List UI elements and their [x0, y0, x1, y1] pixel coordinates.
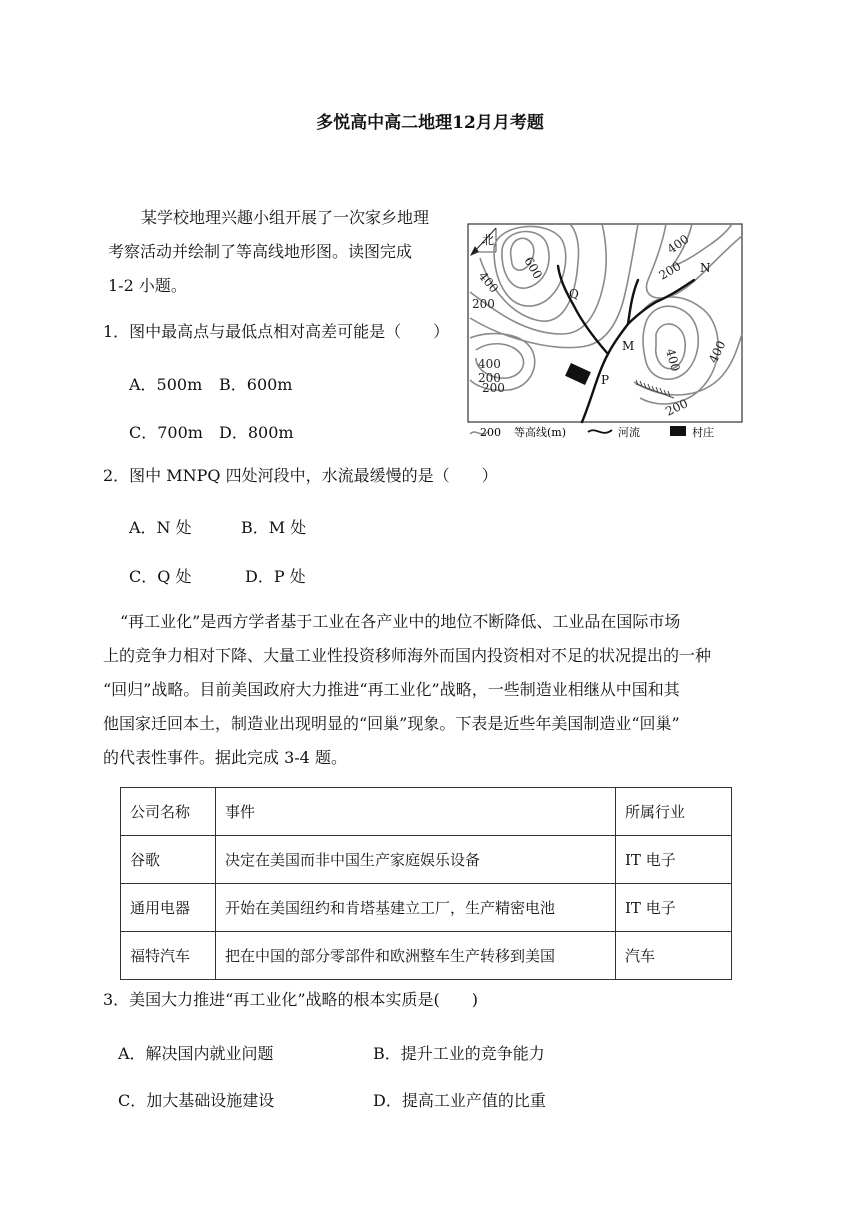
- q2-option-b: B．M 处: [241, 518, 307, 537]
- legend-river-label: 河流: [618, 426, 640, 439]
- intro1-line-1: 某学校地理兴趣小组开展了一次家乡地理: [141, 208, 430, 227]
- page-title: 多悦高中高二地理12月月考题: [316, 113, 544, 133]
- intro2-line-5: 的代表性事件。据此完成 3-4 题。: [103, 748, 347, 767]
- legend-contour-value: 200: [480, 426, 501, 439]
- intro2-line-2: 上的竞争力相对下降、大量工业性投资移师海外而国内投资相对不足的状况提出的一种: [103, 646, 712, 665]
- q1-option-a: A．500m: [129, 375, 203, 394]
- q1-stem: 1．图中最高点与最低点相对高差可能是（ ）: [103, 322, 450, 341]
- point-label-m: M: [622, 339, 635, 353]
- point-label-p: P: [601, 373, 610, 387]
- legend-river-icon: [588, 430, 612, 433]
- q2-stem: 2．图中 MNPQ 四处河段中，水流最缓慢的是（ ）: [103, 466, 498, 485]
- q2-option-a: A．N 处: [129, 518, 192, 537]
- q3-option-b: B．提升工业的竞争能力: [373, 1044, 545, 1063]
- table-cell: 把在中国的部分零部件和欧洲整车生产转移到美国: [216, 932, 616, 980]
- contour-label: 600: [521, 254, 545, 282]
- table-header-cell: 所属行业: [616, 788, 732, 836]
- table-cell: 汽车: [616, 932, 732, 980]
- contour-label: 200: [478, 371, 501, 385]
- table-row: [121, 932, 732, 980]
- legend-contour-label: 等高线(m): [514, 426, 567, 439]
- contour-label: 400: [663, 347, 683, 373]
- table-cell: 谷歌: [121, 836, 216, 884]
- table-cell: IT 电子: [616, 836, 732, 884]
- map-legend: [470, 425, 714, 439]
- intro2-line-4: 他国家迁回本土，制造业出现明显的“回巢”现象。下表是近些年美国制造业“回巢”: [103, 714, 680, 733]
- q2-option-d: D．P 处: [245, 567, 306, 586]
- contour-label: 200: [472, 297, 495, 311]
- q1-option-c: C．700m: [129, 423, 203, 442]
- contour-label: 400: [475, 268, 502, 296]
- table-row: [121, 884, 732, 932]
- table-row: [121, 836, 732, 884]
- table-header-cell: 事件: [216, 788, 616, 836]
- north-label: 北: [482, 233, 495, 247]
- contour-label: 200: [663, 396, 691, 419]
- point-label-q: Q: [569, 287, 579, 301]
- q2-option-c: C．Q 处: [129, 567, 192, 586]
- table-header-cell: 公司名称: [121, 788, 216, 836]
- intro2-line-3: “回归”战略。目前美国政府大力推进“再工业化”战略，一些制造业相继从中国和其: [103, 680, 680, 699]
- events-table: [120, 787, 732, 980]
- intro1-line-2: 考察活动并绘制了等高线地形图。读图完成: [108, 242, 413, 261]
- contour-label: 400: [478, 357, 501, 371]
- contour-label: 400: [664, 231, 692, 257]
- contour-label: 200: [482, 381, 505, 395]
- table-header-row: [121, 788, 732, 836]
- q1-option-b: B．600m: [219, 375, 293, 394]
- map-frame: [468, 224, 742, 422]
- point-label-n: N: [700, 261, 711, 275]
- table-cell: IT 电子: [616, 884, 732, 932]
- intro1-line-3: 1-2 小题。: [108, 276, 187, 295]
- table-cell: 决定在美国而非中国生产家庭娱乐设备: [216, 836, 616, 884]
- q3-stem: 3．美国大力推进“再工业化”战略的根本实质是( ): [103, 990, 479, 1009]
- table-cell: 开始在美国纽约和肯塔基建立工厂，生产精密电池: [216, 884, 616, 932]
- q3-option-c: C．加大基础设施建设: [118, 1091, 275, 1110]
- legend-village-label: 村庄: [692, 426, 714, 439]
- intro2-line-1: “再工业化”是西方学者基于工业在各产业中的地位不断降低、工业品在国际市场: [120, 612, 681, 631]
- contour-label: 400: [706, 338, 729, 366]
- table-cell: 通用电器: [121, 884, 216, 932]
- q3-option-d: D．提高工业产值的比重: [373, 1091, 546, 1110]
- table-cell: 福特汽车: [121, 932, 216, 980]
- contour-label: 200: [656, 259, 684, 283]
- q3-option-a: A．解决国内就业问题: [118, 1044, 274, 1063]
- legend-village-icon: [670, 426, 686, 436]
- contour-map: [466, 222, 746, 442]
- q1-option-d: D．800m: [219, 423, 294, 442]
